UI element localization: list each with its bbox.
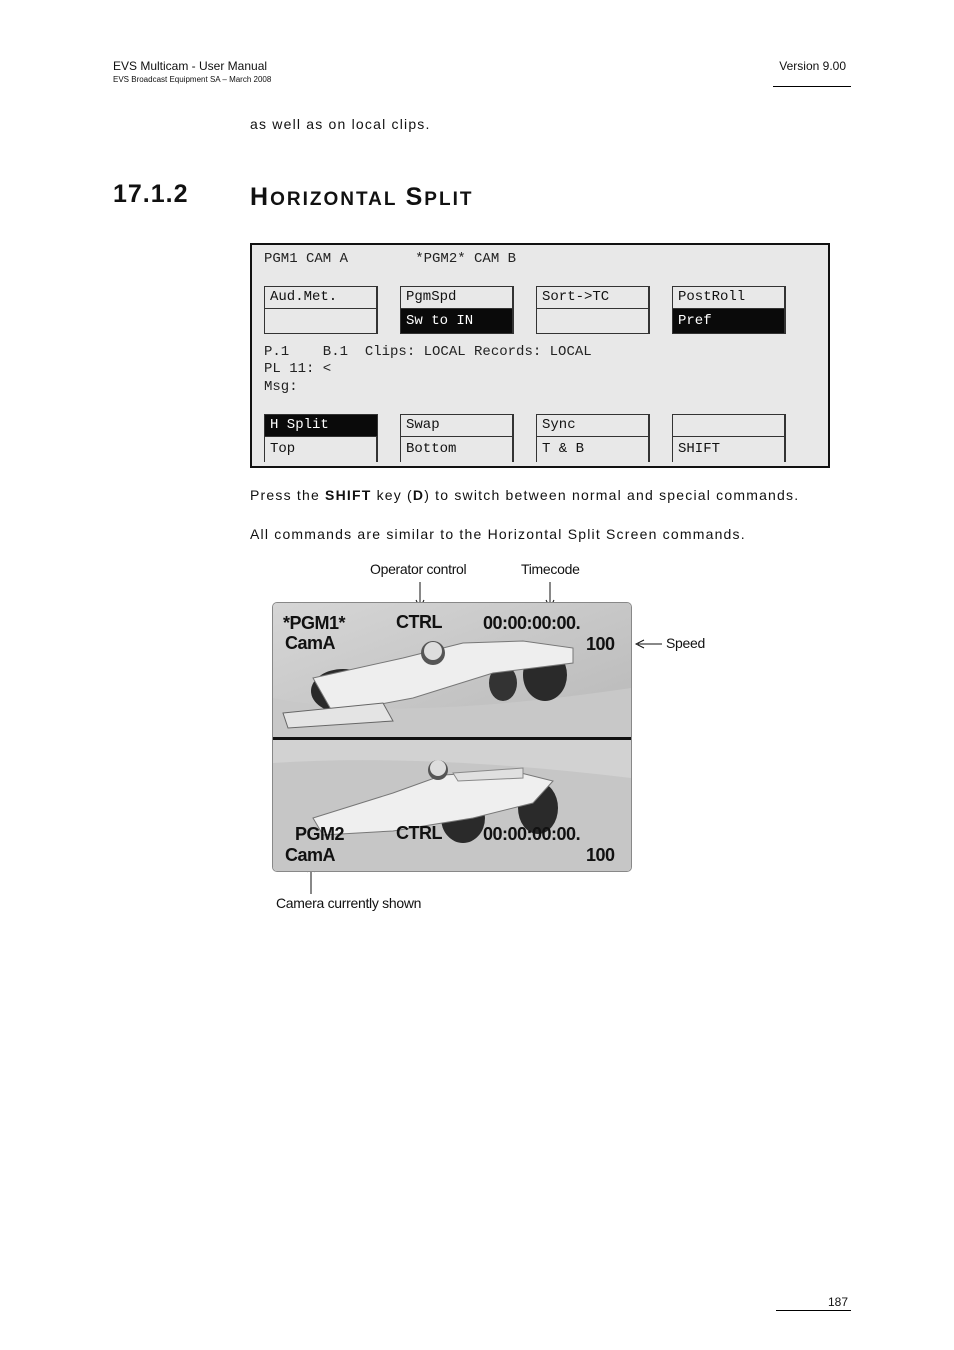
- publisher-line: EVS Broadcast Equipment SA – March 2008: [113, 75, 272, 84]
- key-label: Aud.Met.: [265, 287, 377, 309]
- split-screen-image: [272, 602, 632, 872]
- lcd-status-line: PGM1 CAM A *PGM2* CAM B: [264, 251, 517, 267]
- callout-camera: Camera currently shown: [276, 895, 422, 911]
- top-cam-label: CamA: [285, 633, 336, 653]
- top-timecode: 00:00:00:00.: [483, 613, 581, 633]
- key-label: PostRoll: [673, 287, 785, 309]
- top-pgm-label: *PGM1*: [283, 613, 346, 633]
- key-label-2: Top: [265, 437, 377, 462]
- commands-note: All commands are similar to the Horizontal Split Screen commands.: [250, 526, 746, 542]
- title-plit: PLIT: [424, 189, 474, 210]
- version-label: Version 9.00: [779, 59, 846, 73]
- section-number: 17.1.2: [113, 180, 189, 208]
- top-ctrl-label: CTRL: [396, 612, 442, 632]
- key-label-2: Sw to IN: [401, 309, 513, 334]
- manual-title: EVS Multicam - User Manual: [113, 59, 268, 73]
- key-label: Sync: [537, 415, 649, 437]
- text-run: ) to switch between normal and special commands.: [424, 487, 800, 503]
- d-key-name: D: [412, 487, 425, 503]
- page-number: 187: [828, 1295, 849, 1309]
- key-label-2: Pref: [673, 309, 785, 334]
- intro-line: as well as on local clips.: [250, 116, 431, 132]
- callout-operator-control: Operator control: [370, 561, 467, 577]
- key-label-2: Bottom: [401, 437, 513, 462]
- lcd-playlist-line: PL 11: <: [264, 361, 332, 377]
- key-label-2: T & B: [537, 437, 649, 462]
- text-run: key (: [371, 487, 413, 503]
- lcd-msg-line: Msg:: [264, 379, 298, 395]
- shift-key-name: SHIFT: [325, 487, 372, 503]
- key-label-2: SHIFT: [673, 437, 785, 462]
- footer-rule: [776, 1310, 851, 1311]
- title-s: S: [405, 183, 425, 211]
- callout-speed: Speed: [666, 635, 705, 651]
- callout-timecode: Timecode: [521, 561, 580, 577]
- key-label: H Split: [265, 415, 377, 437]
- bottom-cam-label: CamA: [285, 845, 336, 865]
- bottom-timecode: 00:00:00:00.: [483, 824, 581, 844]
- key-label: PgmSpd: [401, 287, 513, 309]
- title-h: H: [250, 183, 271, 211]
- bottom-ctrl-label: CTRL: [396, 823, 442, 843]
- top-speed: 100: [586, 634, 615, 654]
- key-label: Swap: [401, 415, 513, 437]
- bottom-speed: 100: [586, 845, 615, 865]
- text-run: Press the: [250, 487, 326, 503]
- title-orizontal: ORIZONTAL: [270, 189, 398, 210]
- lcd-info-line: P.1 B.1 Clips: LOCAL Records: LOCAL: [264, 344, 592, 360]
- bottom-pgm-label: PGM2: [295, 824, 345, 844]
- key-label: Sort->TC: [537, 287, 649, 309]
